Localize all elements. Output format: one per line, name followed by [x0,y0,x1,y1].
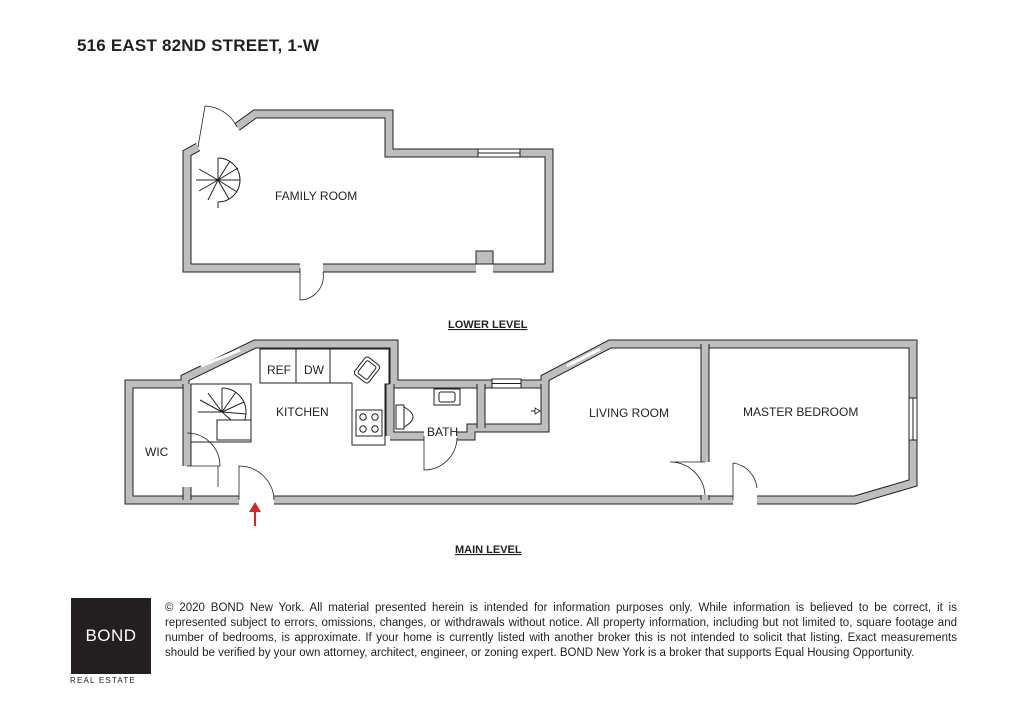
master-bedroom-label: MASTER BEDROOM [743,405,859,419]
dw-label: DW [304,363,324,377]
logo-name: BOND [85,626,137,645]
lower-level-label: LOWER LEVEL [448,319,528,331]
kitchen-label: KITCHEN [276,405,329,419]
ref-label: REF [267,363,291,377]
spiral-stair-main [191,384,251,442]
spiral-stair-lower [196,158,240,208]
door-swings [187,433,757,500]
family-room-label: FAMILY ROOM [275,189,358,203]
family-room-walls [187,114,549,268]
main-level-label: MAIN LEVEL [455,544,522,556]
logo-subtitle: REAL ESTATE [70,676,136,685]
page-title: 516 EAST 82ND STREET, 1-W [77,36,320,55]
lower-level-plan [187,106,549,331]
main-level-plan [129,344,917,556]
disclaimer-text: © 2020 BOND New York. All material presented herein is intended for information purposes only. While information is believed to be correct, it is represented subject to errors, omissions, changes, or withdrawals without notice. All property information, including but not limited to, square footage and number of bedrooms, is approximate. If your home is currently listed with another broker this is not intended to solicit that listing. Exact measurements should be verified by your own attorney, architect, engineer, or zoning expert. BOND New York is a broker that supports Equal Housing Opportunity. [165,602,957,659]
bath-label: BATH [427,425,459,439]
bath-fixtures [396,389,540,429]
entry-arrow-icon [249,502,261,526]
living-room-label: LIVING ROOM [589,406,670,420]
kitchen-fixtures [260,349,389,445]
wic-label: WIC [145,445,169,459]
bond-logo [71,598,151,674]
